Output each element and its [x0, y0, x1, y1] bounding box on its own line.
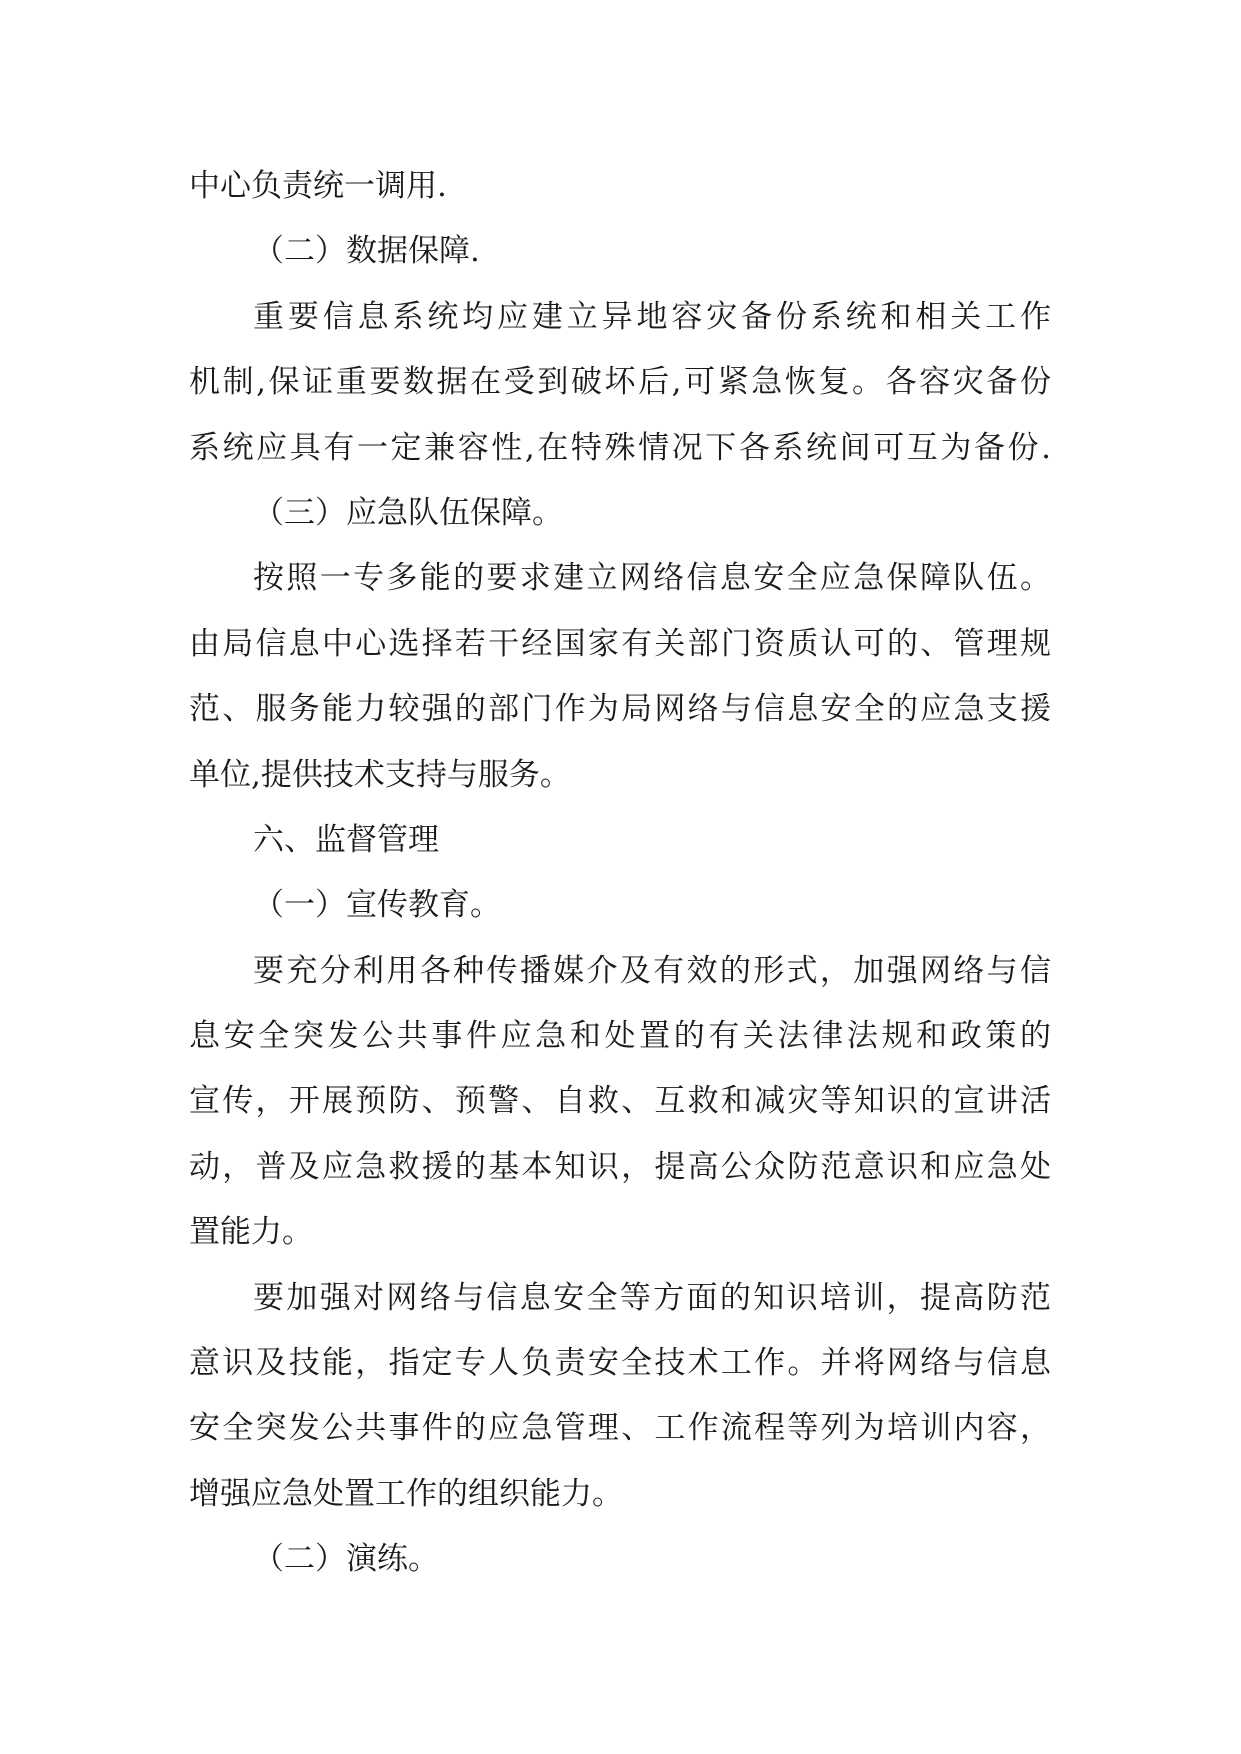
- subsection-heading: （二）演练。: [253, 1541, 439, 1578]
- paragraph-line: 单位,提供技术支持与服务。: [189, 756, 571, 793]
- paragraph-line: 要加强对网络与信息安全等方面的知识培训，提高防范: [253, 1279, 1051, 1316]
- paragraph-line: 机制,保证重要数据在受到破坏后,可紧急恢复。各容灾备份: [189, 364, 1051, 401]
- paragraph-line: 意识及技能，指定专人负责安全技术工作。并将网络与信息: [189, 1345, 1051, 1382]
- paragraph-line: 置能力。: [189, 1214, 313, 1251]
- paragraph-line: 息安全突发公共事件应急和处置的有关法律法规和政策的: [189, 1018, 1051, 1055]
- paragraph-line: 要充分利用各种传播媒介及有效的形式，加强网络与信: [253, 952, 1051, 989]
- paragraph-line: 动，普及应急救援的基本知识，提高公众防范意识和应急处: [189, 1148, 1051, 1185]
- document-body: [189, 154, 1051, 1593]
- paragraph-line: 范、服务能力较强的部门作为局网络与信息安全的应急支援: [189, 691, 1051, 728]
- paragraph-line: 宣传，开展预防、预警、自救、互救和减灾等知识的宣讲活: [189, 1083, 1051, 1120]
- subsection-heading: （三）应急队伍保障。: [253, 494, 563, 531]
- paragraph-line: 安全突发公共事件的应急管理、工作流程等列为培训内容，: [189, 1410, 1051, 1447]
- subsection-heading: （一）宣传教育。: [253, 887, 501, 924]
- text-line: 中心负责统一调用.: [189, 168, 447, 204]
- subsection-heading: （二）数据保障.: [253, 233, 480, 270]
- paragraph-line: 重要信息系统均应建立异地容灾备份系统和相关工作: [253, 298, 1051, 335]
- paragraph-line: 按照一专多能的要求建立网络信息安全应急保障队伍。: [253, 560, 1051, 597]
- section-heading: 六、监督管理: [253, 821, 439, 858]
- paragraph-line: 系统应具有一定兼容性,在特殊情况下各系统间可互为备份.: [189, 429, 1051, 466]
- paragraph-line: 增强应急处置工作的组织能力。: [189, 1475, 623, 1512]
- paragraph-line: 由局信息中心选择若干经国家有关部门资质认可的、管理规: [189, 625, 1051, 662]
